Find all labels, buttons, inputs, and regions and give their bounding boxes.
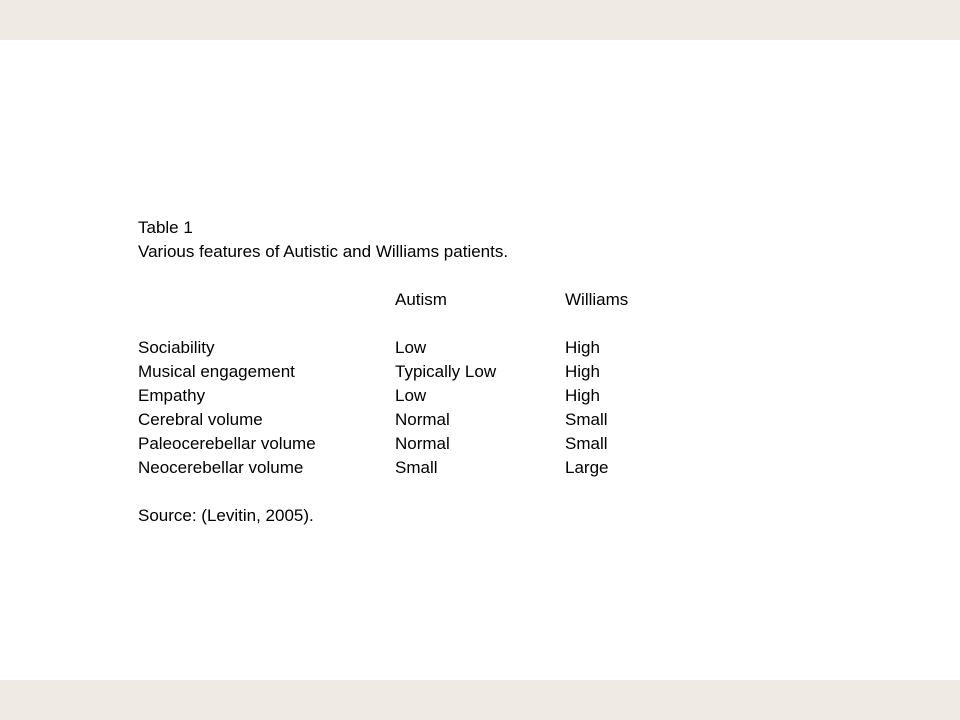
slide xyxy=(0,40,960,680)
autism-cell: Typically Low xyxy=(395,362,497,381)
autism-cell: Low xyxy=(395,338,427,357)
feature-cell: Empathy xyxy=(138,386,206,405)
autism-cell: Normal xyxy=(395,410,450,429)
table-row xyxy=(138,360,685,384)
feature-cell: Sociability xyxy=(138,338,215,357)
autism-cell: Low xyxy=(395,386,427,405)
williams-cell: High xyxy=(565,386,600,405)
header-cell-williams: Williams xyxy=(565,290,629,309)
spacer xyxy=(138,312,685,336)
autism-cell: Small xyxy=(395,458,438,477)
williams-cell: Small xyxy=(565,410,608,429)
feature-cell: Cerebral volume xyxy=(138,410,263,429)
table-row xyxy=(138,384,685,408)
feature-cell: Musical engagement xyxy=(138,362,295,381)
table-title: Various features of Autistic and Williams patients. xyxy=(138,242,509,261)
header-cell-autism: Autism xyxy=(395,290,447,309)
spacer xyxy=(138,480,685,504)
williams-cell: Large xyxy=(565,458,609,477)
table-row xyxy=(138,456,685,480)
table-block xyxy=(138,216,685,528)
table-source: Source: (Levitin, 2005). xyxy=(138,506,314,525)
table-row xyxy=(138,408,685,432)
table-row xyxy=(138,336,685,360)
williams-cell: High xyxy=(565,338,600,357)
autism-cell: Normal xyxy=(395,434,450,453)
header-cell-feature xyxy=(138,288,395,312)
spacer xyxy=(138,264,685,288)
feature-cell: Paleocerebellar volume xyxy=(138,434,316,453)
williams-cell: Small xyxy=(565,434,608,453)
table-header-row xyxy=(138,288,685,312)
williams-cell: High xyxy=(565,362,600,381)
feature-cell: Neocerebellar volume xyxy=(138,458,304,477)
table-row xyxy=(138,432,685,456)
table-caption: Table 1 xyxy=(138,218,193,237)
